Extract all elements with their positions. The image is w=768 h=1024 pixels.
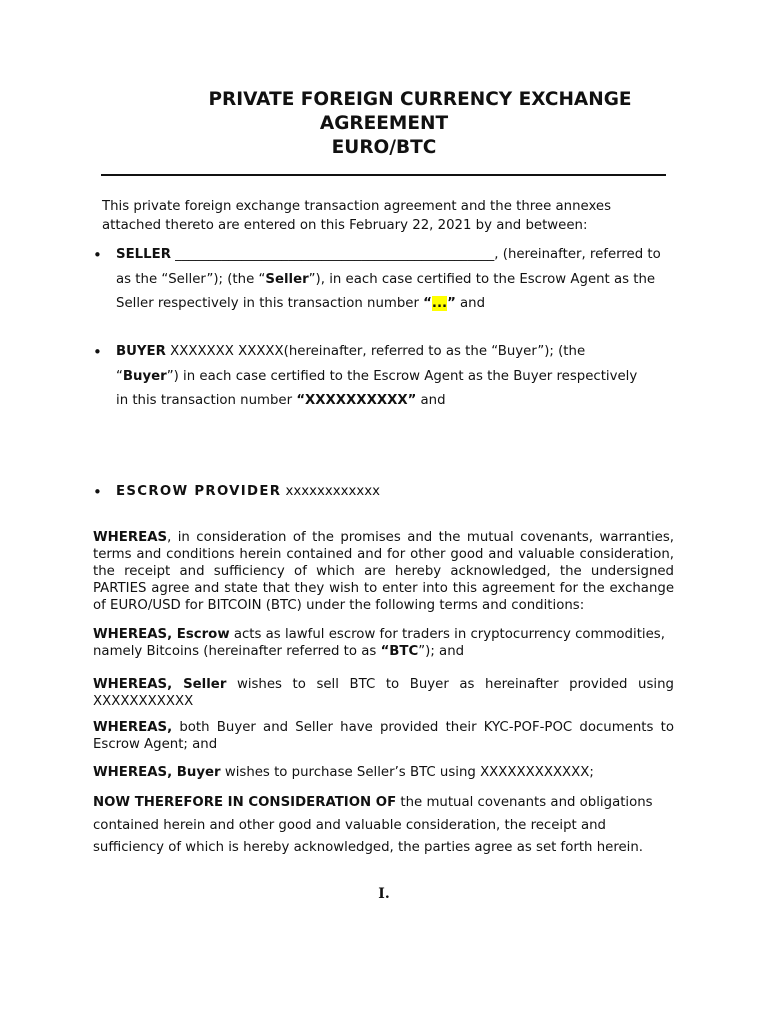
seller-text-2: ”), in each case certified to the Escrow Agent as the Seller respectively in this transaction number [116,271,656,311]
buyer-transaction-number: “XXXXXXXXXX” [296,393,417,408]
bullet-escrow: • [93,483,102,501]
seller-text-1: , (hereinafter, referred to as the “Seller”); (the “ [116,247,661,287]
whereas-1-label: WHEREAS [93,530,168,545]
whereas-5-label: WHEREAS, Buyer [93,765,221,780]
section-number: I. [378,886,390,902]
whereas-paragraph-5 [93,764,674,781]
buyer-text-1: XXXXXXX XXXXX(hereinafter, referred to as the “Buyer”); (the “ [116,344,586,384]
now-therefore-text: the mutual covenants and obligations contained herein and other good and valuable consideration, the receipt and sufficiency of which is hereby acknowledged, the parties agree as set forth herein. [93,795,653,855]
buyer-text-3: and [416,393,446,408]
whereas-2-text-2: ”); and [418,644,465,659]
buyer-text-2: ”) in each case certified to the Escrow Agent as the Buyer respectively in this transaction number [116,368,638,408]
now-therefore-label: NOW THEREFORE IN CONSIDERATION OF [93,795,397,810]
seller-blank-line: ________________________________________________ [170,247,495,262]
buyer-label: BUYER [116,344,166,359]
document-title-line-2: AGREEMENT [319,113,449,134]
whereas-paragraph-2 [93,626,674,660]
whereas-paragraph-3 [93,676,674,710]
seller-label: SELLER [116,247,171,262]
bullet-buyer: • [93,343,102,361]
buyer-paragraph [116,340,646,414]
seller-transaction-number-highlight: ... [431,296,448,311]
escrow-value: xxxxxxxxxxxx [281,484,380,499]
document-title-line-3: EURO/BTC [331,137,437,158]
whereas-3-text: wishes to sell BTC to Buyer as hereinafter provided using XXXXXXXXXXX [93,677,674,709]
whereas-paragraph-1 [93,529,674,614]
title-divider [101,174,666,176]
whereas-paragraph-4 [93,719,674,753]
whereas-4-label: WHEREAS, [93,720,173,735]
whereas-2-bold: “BTC [380,644,419,659]
whereas-1-text: , in consideration of the promises and the mutual covenants, warranties, terms and conditions herein contained and for other good and valuable consideration, the receipt and sufficiency of which are hereby acknowledged, the undersigned PARTIES agree and state that they wish to enter into this agreement for the exchange of EURO/USD for BITCOIN (BTC) under the following terms and conditions: [93,530,674,613]
whereas-3-label: WHEREAS, Seller [93,677,227,692]
seller-quote-open: “ [423,296,432,311]
whereas-2-text-1: acts as lawful escrow for traders in cryptocurrency commodities, namely Bitcoins (hereinafter referred to as [93,627,665,659]
now-therefore-paragraph [93,792,665,860]
document-title-line-1: PRIVATE FOREIGN CURRENCY EXCHANGE [208,89,632,110]
seller-text-3: and [455,296,486,311]
buyer-bold-name: Buyer [122,368,167,384]
whereas-5-text: wishes to purchase Seller’s BTC using XXXXXXXXXXXX; [220,765,594,780]
intro-paragraph: This private foreign exchange transaction agreement and the three annexes attached thereto are entered on this February 22, 2021 by and between: [102,199,612,233]
bullet-seller: • [93,246,102,264]
whereas-2-label: WHEREAS, Escrow [93,627,230,642]
escrow-label: ESCROW PROVIDER [116,484,282,499]
seller-bold-name: Seller [265,271,309,287]
escrow-paragraph [116,480,676,505]
whereas-4-text: both Buyer and Seller have provided their KYC-POF-POC documents to Escrow Agent; and [93,720,674,752]
seller-paragraph [116,243,676,317]
seller-quote-close: ” [447,296,456,311]
